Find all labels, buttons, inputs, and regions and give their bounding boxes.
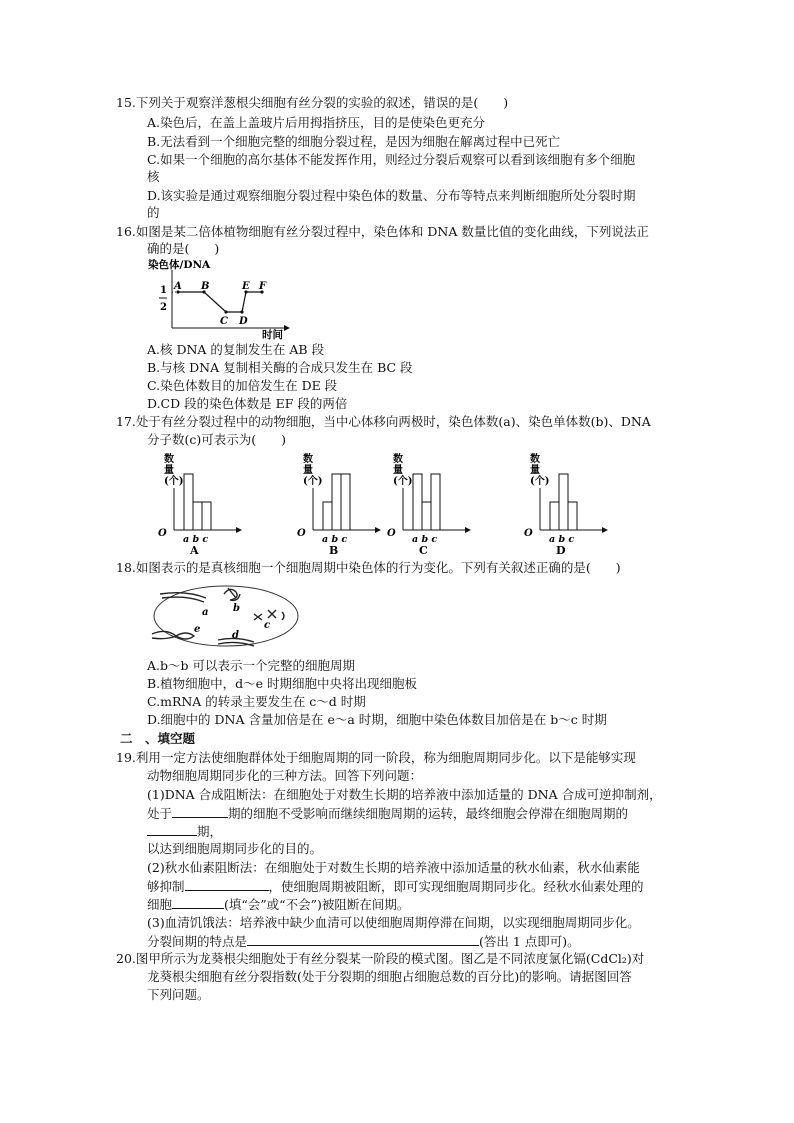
q16-line-chart [146, 256, 296, 342]
bar-b [422, 502, 431, 530]
stage-label-c: c [264, 620, 271, 631]
q15-option-c: C.如果一个细胞的高尔基体不能发挥作用，则经过分裂后观察可以看到该细胞有多个细胞 [147, 152, 636, 167]
y-label-line1: 数 [164, 454, 174, 465]
text-run: 细胞 [147, 897, 173, 912]
section-heading: 二 、填空题 [120, 731, 196, 746]
stage-label-d: d [232, 630, 239, 641]
y-label-line1: 数 [530, 454, 540, 465]
point-label-f: F [259, 281, 267, 292]
cell-cycle-diagram [146, 580, 306, 658]
chromosome-a-icon [160, 593, 206, 602]
q19-part2-line3 [147, 896, 409, 913]
q17-stem: 17.处于有丝分裂过程中的动物细胞，当中心体移向两极时，染色体数(a)、染色单体数(b)、DNA [116, 414, 651, 429]
bar-a [550, 502, 559, 530]
chromosome-c-icon [254, 610, 284, 620]
stage-label-b: b [233, 603, 240, 614]
text-run: (填“会”或“不会”)被阻断在间期。 [224, 897, 410, 912]
bar-b [332, 474, 341, 530]
q18-option-c: C.mRNA 的转录主要发生在 c～d 时期 [147, 694, 366, 709]
y-label-line2: 量 [530, 465, 540, 476]
text-run: 期， [197, 824, 223, 839]
y-label-line1: 数 [303, 454, 313, 465]
q16-stem: 16.如图是某二倍体植物细胞有丝分裂过程中，染色体和 DNA 数量比值的变化曲线，下列说法正 [116, 224, 649, 239]
q19-stem: 19.利用一定方法使细胞群体处于细胞周期的同一阶段，称为细胞周期同步化。以下是能够实现 [116, 750, 636, 765]
blank-4[interactable] [172, 896, 224, 909]
q16-option-d: D.CD 段的染色体数是 EF 段的两倍 [147, 396, 348, 411]
q19-stem-cont: 动物细胞周期同步化的三种方法。回答下列问题： [147, 768, 423, 783]
q18-stem: 18.如图表示的是真核细胞一个细胞周期中染色体的行为变化。下列有关叙述正确的是( ) [116, 560, 621, 575]
point-c [224, 310, 227, 313]
q19-part1-line2 [147, 805, 628, 822]
bar-labels: a b c [322, 534, 348, 545]
bar-chart-a [146, 448, 256, 558]
blank-3[interactable] [185, 878, 269, 891]
bar-labels: a b c [412, 534, 438, 545]
bar-chart-d [512, 448, 622, 558]
cycle-ring [154, 586, 298, 646]
chart-xlabel: 时间 [262, 329, 283, 341]
q16-option-b: B.与核 DNA 复制相关酶的合成只发生在 BC 段 [147, 360, 413, 375]
chromosome-e-icon [152, 631, 194, 639]
bar-a [323, 502, 332, 530]
bar-a [413, 474, 422, 530]
bar-c [568, 502, 577, 530]
x-axis-arrow [602, 527, 608, 533]
y-label-line2: 量 [303, 465, 313, 476]
q15-option-b: B.无法看到一个细胞完整的细胞分裂过程，是因为细胞在解离过程中已死亡 [147, 134, 561, 149]
q18-option-a: A.b～b 可以表示一个完整的细胞周期 [147, 658, 355, 673]
chart-ylabel: 染色体/DNA [148, 259, 211, 271]
y-label-line3: (个) [303, 476, 323, 487]
bar-b [559, 474, 568, 530]
x-axis-arrow [284, 325, 290, 331]
q15-stem: 15.下列关于观察洋葱根尖细胞有丝分裂的实验的叙述，错误的是( ) [116, 95, 509, 110]
text-run: 期的细胞不受影响而继续细胞周期的运转，最终细胞会停滞在细胞周期的 [228, 806, 629, 821]
q19-part3-line2 [147, 933, 580, 950]
q19-part1-line1: (1)DNA 合成阻断法：在细胞处于对数生长期的培养液中添加适量的 DNA 合成可逆抑制剂， [147, 787, 662, 802]
stage-label-e: e [194, 624, 201, 635]
point-label-a: A [174, 281, 182, 292]
bar-c [431, 474, 440, 530]
q20-line2: 龙葵根尖细胞有丝分裂指数(处于分裂期的细胞占细胞总数的百分比)的影响。请据图回答 [147, 969, 632, 984]
q20-line3: 下列问题。 [147, 987, 210, 1002]
x-axis-arrow [236, 527, 242, 533]
q16-option-a: A.核 DNA 的复制发生在 AB 段 [147, 342, 325, 357]
point-label-b: B [201, 281, 210, 292]
q19-part2-line1: (2)秋水仙素阻断法：在细胞处于对数生长期的培养液中添加适量的秋水仙素，秋水仙素能 [147, 860, 640, 875]
q19-part1-line3 [147, 823, 222, 840]
point-label-e: E [242, 281, 250, 292]
q19-part3-line1: (3)血清饥饿法：培养液中缺少血清可以使细胞周期停滞在间期，以实现细胞周期同步化。 [147, 915, 640, 930]
q15-option-a: A.染色后，在盖上盖玻片后用拇指挤压，目的是使染色更充分 [147, 115, 486, 130]
y-label-line2: 量 [393, 465, 403, 476]
text-run: 处于 [147, 806, 173, 821]
bar-c [341, 474, 350, 530]
text-run: 分裂间期的特点是 [147, 934, 248, 949]
q19-part2-line2 [147, 878, 644, 895]
bar-c [202, 502, 211, 530]
bar-labels: a b c [183, 534, 209, 545]
bar-b [193, 502, 202, 530]
y-label-line3: (个) [164, 476, 184, 487]
tick-half-den: 2 [160, 302, 167, 313]
point-d [240, 310, 243, 313]
y-label-line3: (个) [393, 476, 413, 487]
origin-label: O [524, 528, 533, 539]
blank-2[interactable] [147, 823, 197, 836]
q18-option-b: B.植物细胞中，d～e 时期细胞中央将出现细胞板 [147, 676, 418, 691]
y-label-line2: 量 [164, 465, 174, 476]
ratio-curve [178, 292, 262, 312]
q18-option-d: D.细胞中的 DNA 含量加倍是在 e～a 时期，细胞中染色体数目加倍是在 b～c 时期 [147, 712, 607, 727]
chart-name: C [419, 544, 428, 557]
origin-label: O [387, 528, 396, 539]
stage-label-a: a [202, 607, 209, 618]
q19-part1-line4: 以达到细胞周期同步化的目的。 [147, 841, 323, 856]
chart-name: A [190, 544, 199, 557]
q16-option-c: C.染色体数目的加倍发生在 DE 段 [147, 378, 338, 393]
chromosome-b-icon [224, 588, 240, 600]
origin-label: O [297, 528, 306, 539]
q16-stem-cont: 确的是( ) [147, 241, 220, 256]
q17-stem-cont: 分子数(c)可表示为( ) [147, 432, 287, 447]
point-label-c: C [220, 316, 228, 327]
chart-name: B [329, 544, 339, 557]
y-label-line1: 数 [393, 454, 403, 465]
chart-name: D [556, 544, 566, 557]
q15-option-d: D.该实验是通过观察细胞分裂过程中染色体的数量、分布等特点来判断细胞所处分裂时期 [147, 188, 636, 203]
q15-option-c-cont: 核 [147, 169, 160, 184]
text-run: ，使细胞周期被阻断，即可实现细胞周期同步化。经秋水仙素处理的 [268, 879, 644, 894]
bar-chart-c [375, 448, 485, 558]
blank-1[interactable] [172, 805, 228, 818]
bar-a [184, 474, 193, 530]
y-label-line3: (个) [530, 476, 550, 487]
q20-line1: 20.图甲所示为龙葵根尖细胞处于有丝分裂某一阶段的模式图。图乙是不同浓度氯化镉(CdCl₂)对 [116, 951, 645, 966]
point-label-d: D [239, 316, 248, 327]
text-run: (答出 1 点即可)。 [479, 934, 580, 949]
tick-1: 1 [160, 285, 167, 296]
blank-5[interactable] [247, 933, 479, 946]
bar-labels: a b c [549, 534, 575, 545]
origin-label: O [158, 528, 167, 539]
text-run: 够抑制 [147, 879, 185, 894]
q15-option-d-cont: 的 [147, 205, 160, 220]
x-axis-arrow [465, 527, 471, 533]
